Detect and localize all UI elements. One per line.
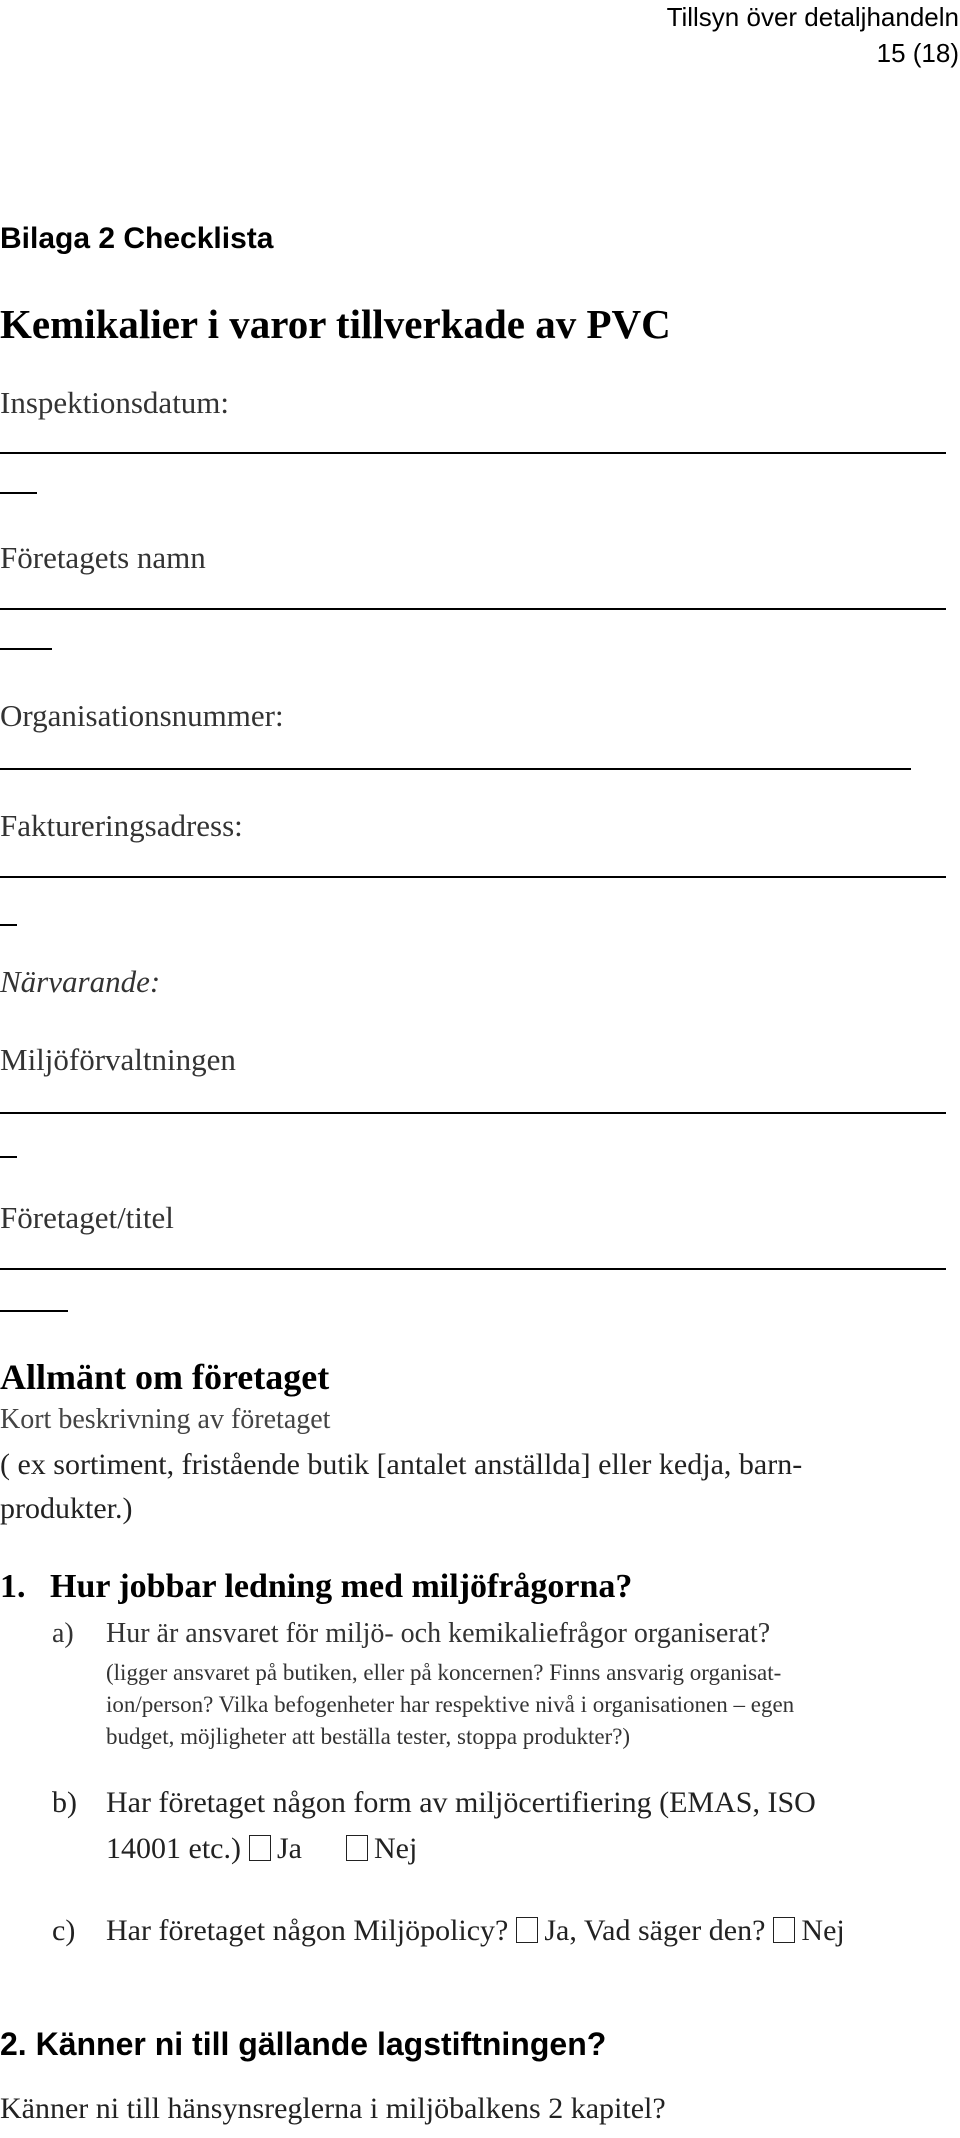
appendix-title: Bilaga 2 Checklista bbox=[0, 222, 274, 255]
inspection-date-line-tail bbox=[0, 492, 37, 494]
item-c-yes-checkbox[interactable] bbox=[516, 1917, 538, 1943]
item-b-question-line2 bbox=[106, 1832, 417, 1866]
item-b-question-line2-text: 14001 etc.) bbox=[106, 1832, 241, 1865]
company-name-line-tail bbox=[0, 648, 52, 650]
item-b-question-line1: Har företaget någon form av miljöcertifiering (EMAS, ISO bbox=[106, 1786, 816, 1819]
item-c-no-label: Nej bbox=[801, 1914, 845, 1947]
header-title: Tillsyn över detaljhandeln bbox=[666, 2, 959, 32]
document-title: Kemikalier i varor tillverkade av PVC bbox=[0, 301, 671, 347]
item-c-question: Har företaget någon Miljöpolicy? bbox=[106, 1914, 509, 1947]
general-heading: Allmänt om företaget bbox=[0, 1357, 330, 1397]
item-b-marker: b) bbox=[52, 1786, 77, 1819]
present-label: Närvarande: bbox=[0, 964, 161, 999]
company-title-line[interactable] bbox=[0, 1268, 946, 1270]
company-title-line-tail bbox=[0, 1310, 68, 1312]
section2-heading: 2. Känner ni till gällande lagstiftningen? bbox=[0, 2026, 607, 2062]
general-description-line1: ( ex sortiment, fristående butik [antalet anställda] eller kedja, barn- bbox=[0, 1448, 803, 1481]
item-c-question-row bbox=[106, 1914, 845, 1948]
section2-question: Känner ni till hänsynsreglerna i miljöbalkens 2 kapitel? bbox=[0, 2092, 666, 2125]
item-c-no-checkbox[interactable] bbox=[773, 1917, 795, 1943]
general-description-line2: produkter.) bbox=[0, 1492, 133, 1525]
item-a-note-line2: ion/person? Vilka befogenheter har respektive nivå i organisationen – egen bbox=[106, 1692, 795, 1717]
company-name-label: Företagets namn bbox=[0, 540, 206, 575]
billing-address-label: Faktureringsadress: bbox=[0, 808, 243, 843]
general-subheading: Kort beskrivning av företaget bbox=[0, 1404, 331, 1435]
company-name-line[interactable] bbox=[0, 608, 946, 610]
section1-number: 1. bbox=[0, 1568, 26, 1605]
item-b-no-label: Nej bbox=[373, 1832, 418, 1865]
org-number-line[interactable] bbox=[0, 768, 911, 770]
billing-address-line-tail bbox=[0, 924, 17, 926]
org-number-label: Organisationsnummer: bbox=[0, 698, 284, 733]
env-admin-line[interactable] bbox=[0, 1112, 946, 1114]
env-admin-label: Miljöförvaltningen bbox=[0, 1042, 236, 1077]
item-b-yes-checkbox[interactable] bbox=[249, 1835, 271, 1861]
item-c-yes-label: Ja, Vad säger den? bbox=[544, 1914, 766, 1947]
section1-heading: Hur jobbar ledning med miljöfrågorna? bbox=[50, 1568, 633, 1605]
header-page-number: 15 (18) bbox=[876, 38, 959, 68]
item-a-note-line1: (ligger ansvaret på butiken, eller på koncernen? Finns ansvarig organisat- bbox=[106, 1660, 782, 1685]
env-admin-line-tail bbox=[0, 1156, 17, 1158]
item-b-no-checkbox[interactable] bbox=[346, 1835, 368, 1861]
item-c-marker: c) bbox=[52, 1914, 76, 1947]
inspection-date-line[interactable] bbox=[0, 452, 946, 454]
company-title-label: Företaget/titel bbox=[0, 1200, 174, 1235]
item-b-yes-label: Ja bbox=[276, 1832, 302, 1865]
item-a-note-line3: budget, möjligheter att beställa tester, stoppa produkter?) bbox=[106, 1724, 631, 1749]
billing-address-line[interactable] bbox=[0, 876, 946, 878]
inspection-date-label: Inspektionsdatum: bbox=[0, 385, 230, 420]
item-a-question: Hur är ansvaret för miljö- och kemikaliefrågor organiserat? bbox=[106, 1618, 771, 1649]
item-a-marker: a) bbox=[52, 1618, 74, 1649]
